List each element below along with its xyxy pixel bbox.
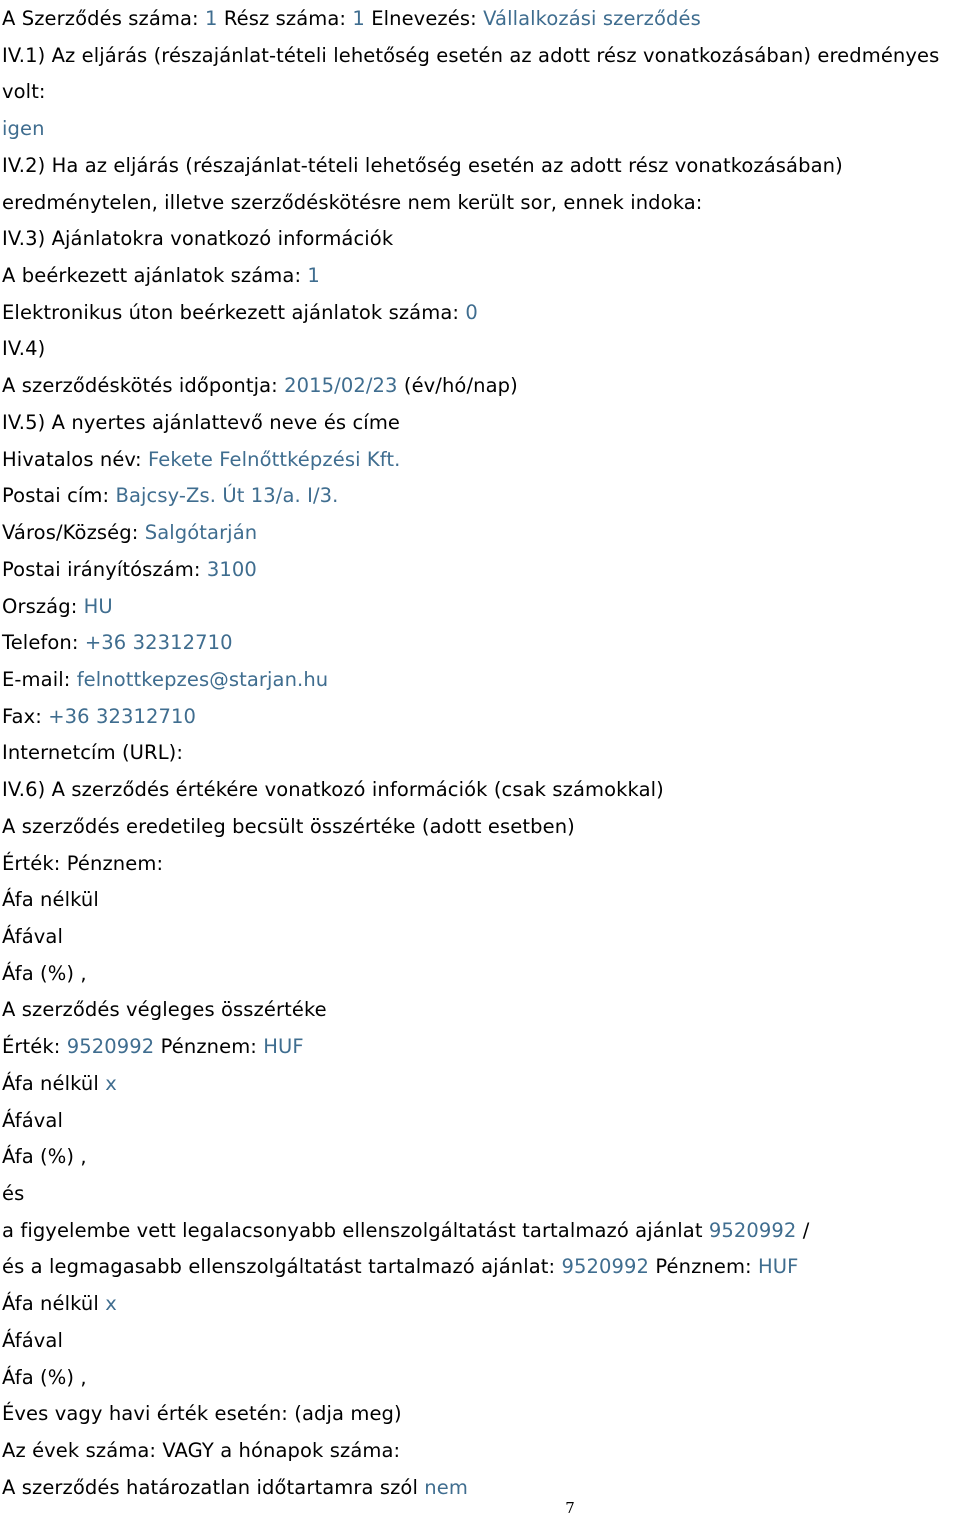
field-label: Áfa nélkül (2, 888, 99, 912)
text-line (2, 442, 952, 479)
field-value: 1 (307, 264, 320, 288)
text-line (2, 992, 952, 1029)
text-line (2, 1139, 952, 1176)
field-label: Hivatalos név: (2, 447, 148, 471)
field-label: volt: (2, 80, 46, 104)
field-value: HUF (263, 1035, 304, 1059)
field-value: 3100 (206, 557, 257, 581)
text-line (2, 1396, 952, 1433)
field-label: IV.1) Az eljárás (részajánlat-tételi lehetőség esetén az adott rész vonatkozásában) eredményes (2, 43, 940, 67)
text-line (2, 74, 952, 111)
text-line (2, 1066, 952, 1103)
field-label: / (796, 1218, 810, 1242)
field-value: 9520992 (561, 1255, 650, 1279)
field-value: +36 32312710 (48, 704, 196, 728)
text-line (2, 38, 952, 75)
field-label: Áfával (2, 1328, 63, 1352)
text-line (2, 111, 952, 148)
field-label: Áfa (%) , (2, 1145, 87, 1169)
field-label: a figyelembe vett legalacsonyabb ellenszolgáltatást tartalmazó ajánlat (2, 1218, 709, 1242)
field-label: A szerződés határozatlan időtartamra szól (2, 1475, 425, 1499)
field-value: 9520992 (66, 1035, 155, 1059)
field-value: nem (424, 1475, 468, 1499)
field-label: IV.5) A nyertes ajánlattevő neve és címe (2, 410, 401, 434)
text-line (2, 1433, 952, 1470)
field-label: Postai irányítószám: (2, 557, 207, 581)
text-line (2, 258, 952, 295)
field-label: Áfával (2, 925, 63, 948)
field-label: Ország: (2, 594, 84, 618)
field-label: Áfa nélkül (2, 1071, 106, 1095)
field-value: 1 (205, 7, 218, 30)
text-line (2, 405, 952, 442)
field-label: Érték: (2, 1035, 67, 1059)
text-line (2, 772, 952, 809)
text-line (2, 552, 952, 589)
field-value: 9520992 (708, 1218, 797, 1242)
field-value: +36 32312710 (84, 631, 233, 655)
text-line (2, 331, 952, 368)
text-line (2, 919, 952, 956)
text-line (2, 1286, 952, 1323)
text-line (2, 1, 952, 38)
field-value: igen (2, 117, 45, 141)
text-line (2, 295, 952, 332)
field-label: Áfa (%) , (2, 1365, 87, 1389)
field-label: Áfával (2, 1108, 63, 1132)
field-label: A szerződéskötés időpontja: (2, 374, 285, 398)
text-line (2, 1360, 952, 1397)
field-label: IV.3) Ajánlatokra vonatkozó információk (2, 227, 394, 251)
field-label: Elnevezés: (364, 7, 484, 30)
text-line (2, 368, 952, 405)
field-label: eredménytelen, illetve szerződéskötésre nem került sor, ennek indoka: (2, 190, 703, 214)
text-line (2, 846, 952, 883)
text-line (2, 148, 952, 185)
text-line (2, 625, 952, 662)
field-label: IV.2) Ha az eljárás (részajánlat-tételi lehetőség esetén az adott rész vonatkozásában) (2, 153, 843, 177)
field-label: A szerződés végleges összértéke (2, 998, 327, 1022)
field-label: Éves vagy havi érték esetén: (adja meg) (2, 1402, 402, 1426)
field-label: Pénznem: (649, 1255, 759, 1279)
field-label: IV.6) A szerződés értékére vonatkozó információk (csak számokkal) (2, 778, 664, 802)
field-label: Rész száma: (217, 7, 353, 30)
text-line (2, 1323, 952, 1360)
text-line (2, 221, 952, 258)
field-value: x (105, 1071, 117, 1095)
text-line (2, 515, 952, 552)
text-line (2, 589, 952, 626)
field-label: (év/hó/nap) (397, 374, 518, 398)
field-label: Áfa nélkül (2, 1292, 106, 1316)
field-label: Áfa (%) , (2, 961, 87, 985)
field-label: A beérkezett ajánlatok száma: (2, 264, 308, 288)
field-label: Az évek száma: VAGY a hónapok száma: (2, 1439, 401, 1463)
field-value: Salgótarján (144, 521, 258, 545)
field-label: IV.4) (2, 337, 46, 361)
text-line (2, 1249, 952, 1286)
page-number-text: 7 (565, 1499, 575, 1517)
page-number (90, 1499, 960, 1517)
text-line (2, 662, 952, 699)
field-value: HUF (758, 1255, 799, 1279)
text-line (2, 956, 952, 993)
field-label: és (2, 1182, 25, 1206)
field-value: felnottkepzes@starjan.hu (76, 667, 329, 691)
text-line (2, 699, 952, 736)
field-value: 0 (465, 300, 478, 324)
field-label: Postai cím: (2, 484, 116, 508)
field-label: Internetcím (URL): (2, 741, 184, 765)
field-label: Telefon: (2, 631, 85, 655)
field-label: Város/Község: (2, 521, 145, 545)
field-value: Bajcsy-Zs. Út 13/a. I/3. (115, 484, 339, 508)
field-value: Vállalkozási szerződés (483, 7, 701, 30)
field-value: x (105, 1292, 117, 1316)
text-line (2, 882, 952, 919)
field-value: Fekete Felnőttképzési Kft. (147, 447, 401, 471)
text-line (2, 1213, 952, 1250)
field-label: Érték: Pénznem: (2, 851, 164, 875)
field-label: Fax: (2, 704, 49, 728)
field-value: 1 (352, 7, 365, 30)
field-label: Elektronikus úton beérkezett ajánlatok száma: (2, 300, 466, 324)
text-line (2, 478, 952, 515)
field-value: 2015/02/23 (284, 374, 398, 398)
text-line (2, 1103, 952, 1140)
text-line (2, 1029, 952, 1066)
field-label: A Szerződés száma: (2, 7, 206, 30)
field-label: E-mail: (2, 667, 77, 691)
text-line (2, 809, 952, 846)
field-label: A szerződés eredetileg becsült összértéke (adott esetben) (2, 814, 575, 838)
text-line (2, 185, 952, 222)
field-label: és a legmagasabb ellenszolgáltatást tartalmazó ajánlat: (2, 1255, 562, 1279)
text-line (2, 1176, 952, 1213)
field-value: HU (83, 594, 113, 618)
field-label: Pénznem: (154, 1035, 264, 1059)
text-line (2, 735, 952, 772)
